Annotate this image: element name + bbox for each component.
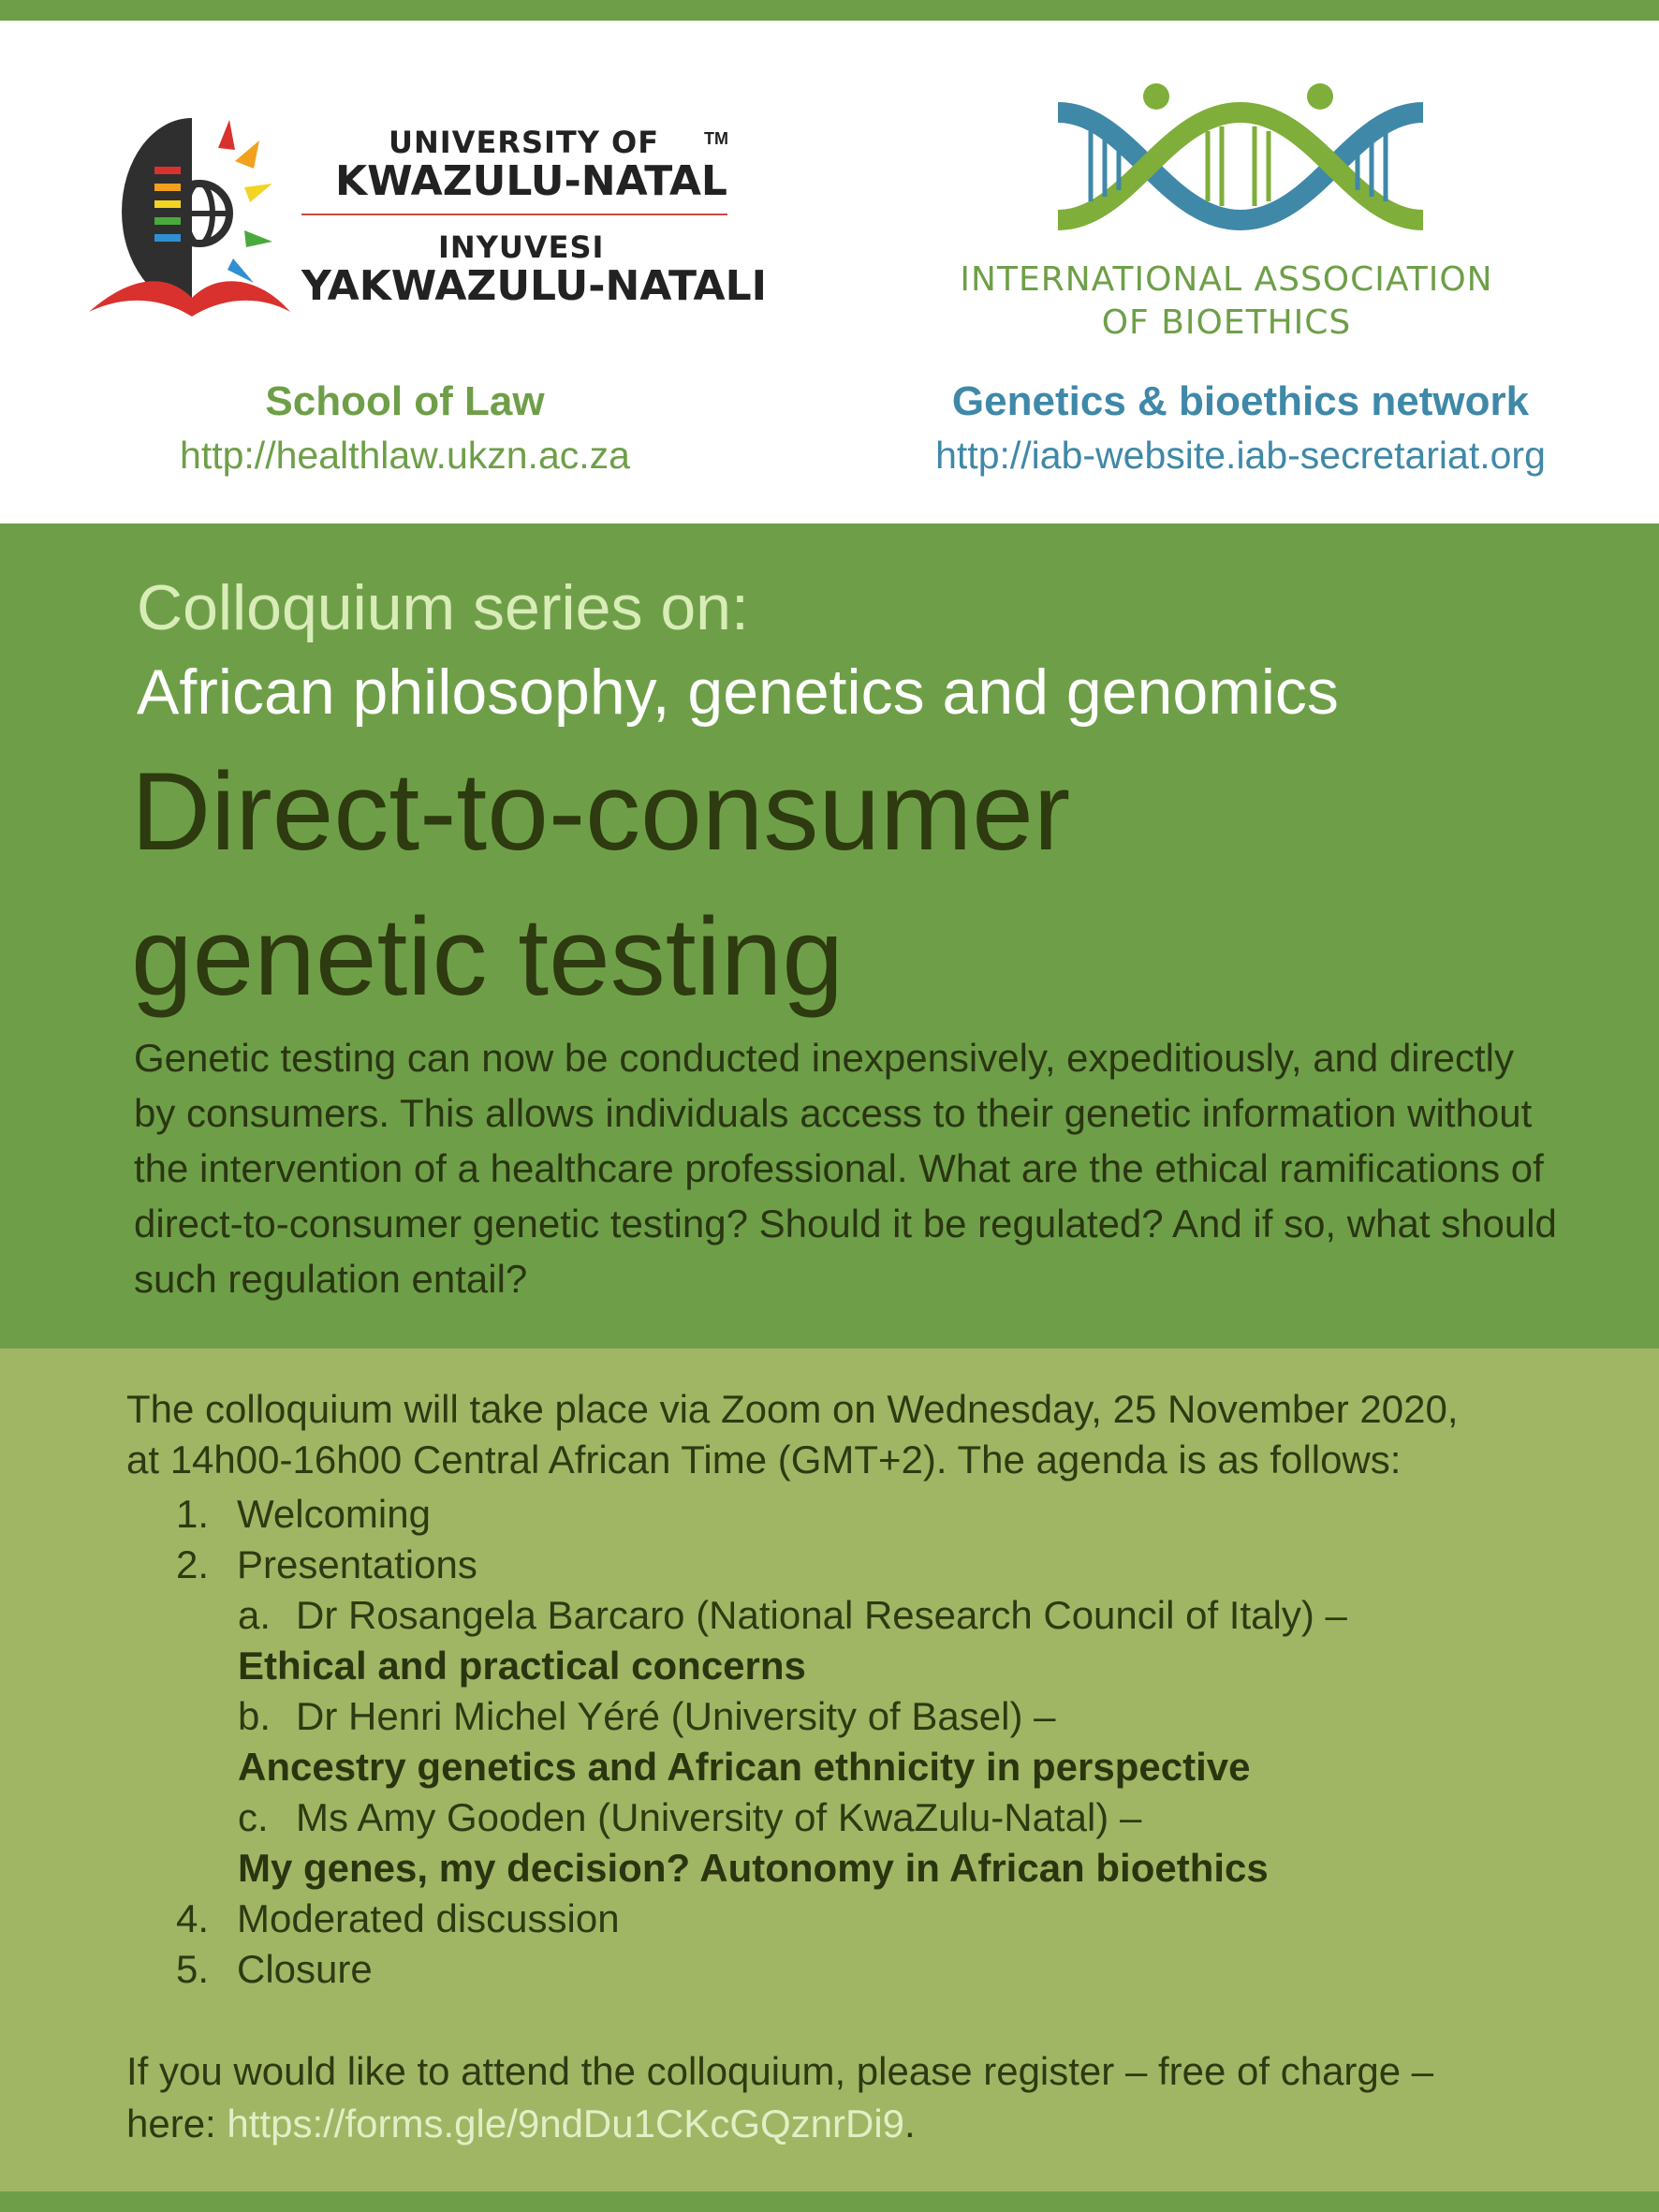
page-title (131, 740, 1535, 1030)
register-line2: here: https://forms.gle/9ndDu1CKcGQznrDi9. (126, 2101, 916, 2146)
series-label: Colloquium series on: (137, 572, 749, 643)
ukzn-line3: INYUVESI (438, 229, 605, 265)
iab-website-link[interactable]: http://iab-website.iab-secretariat.org (935, 434, 1546, 477)
agenda-item: 5. Closure (176, 1947, 373, 1991)
presentation-title: Ethical and practical concerns (238, 1644, 806, 1688)
iab-name (899, 258, 1554, 345)
ukzn-line1: UNIVERSITY OF (389, 125, 660, 160)
series-topic: African philosophy, genetics and genomics (137, 656, 1339, 728)
presentation-title: Ancestry genetics and African ethnicity in perspective (238, 1745, 1251, 1789)
healthlaw-link[interactable]: http://healthlaw.ukzn.ac.za (180, 434, 630, 477)
agenda-item: 4. Moderated discussion (176, 1896, 620, 1940)
trademark-mark: TM (704, 129, 728, 148)
agenda-item: 2. Presentations (176, 1542, 477, 1586)
agenda-subitem: a. Dr Rosangela Barcaro (National Research Council of Italy) – (238, 1593, 1347, 1637)
registration-note (126, 2045, 1568, 2150)
details-line1: The colloquium will take place via Zoom on Wednesday, 25 November 2020, (126, 1387, 1459, 1431)
bioethics-network-block (885, 375, 1596, 481)
title-line1: Direct-to-consumer (131, 750, 1071, 874)
school-of-law-title: School of Law (265, 378, 545, 424)
logo-divider (301, 214, 727, 215)
details-line2: at 14h00-16h00 Central African Time (GMT+2). The agenda is as follows: (126, 1438, 1402, 1482)
ukzn-line2: KWAZULU-NATAL (335, 157, 727, 205)
title-line2: genetic testing (131, 895, 844, 1019)
bottom-border (0, 2191, 1659, 2212)
register-line1: If you would like to attend the colloquium, please register – free of charge – (126, 2049, 1434, 2093)
presentation-title: My genes, my decision? Autonomy in African bioethics (238, 1846, 1269, 1890)
school-of-law-block (122, 375, 688, 481)
ukzn-line4: YAKWAZULU-NATALI (301, 262, 768, 310)
agenda-subitem: b. Dr Henri Michel Yéré (University of Basel) – (238, 1694, 1056, 1738)
bioethics-network-title: Genetics & bioethics network (951, 378, 1530, 424)
registration-link[interactable]: https://forms.gle/9ndDu1CKcGQznrDi9 (227, 2101, 905, 2146)
iab-name-line1: INTERNATIONAL ASSOCIATION (960, 260, 1493, 299)
event-details (126, 1384, 1568, 1485)
agenda-subitem: c. Ms Amy Gooden (University of KwaZulu-Natal) – (238, 1795, 1142, 1839)
iab-dna-logo (1053, 80, 1428, 234)
intro-paragraph: Genetic testing can now be conducted inexpensively, expeditiously, and directly by consumers. This allows individuals access to their genetic information without the intervention of a healthcare professional. What are the ethical ramifications of direct-to-consumer genetic testing? Should it be regulated? And if so, what should such regulation entail? (134, 1036, 1557, 1301)
agenda-item: 1. Welcoming (176, 1492, 431, 1536)
iab-name-line2: OF BIOETHICS (1101, 303, 1352, 342)
top-border (0, 0, 1659, 21)
